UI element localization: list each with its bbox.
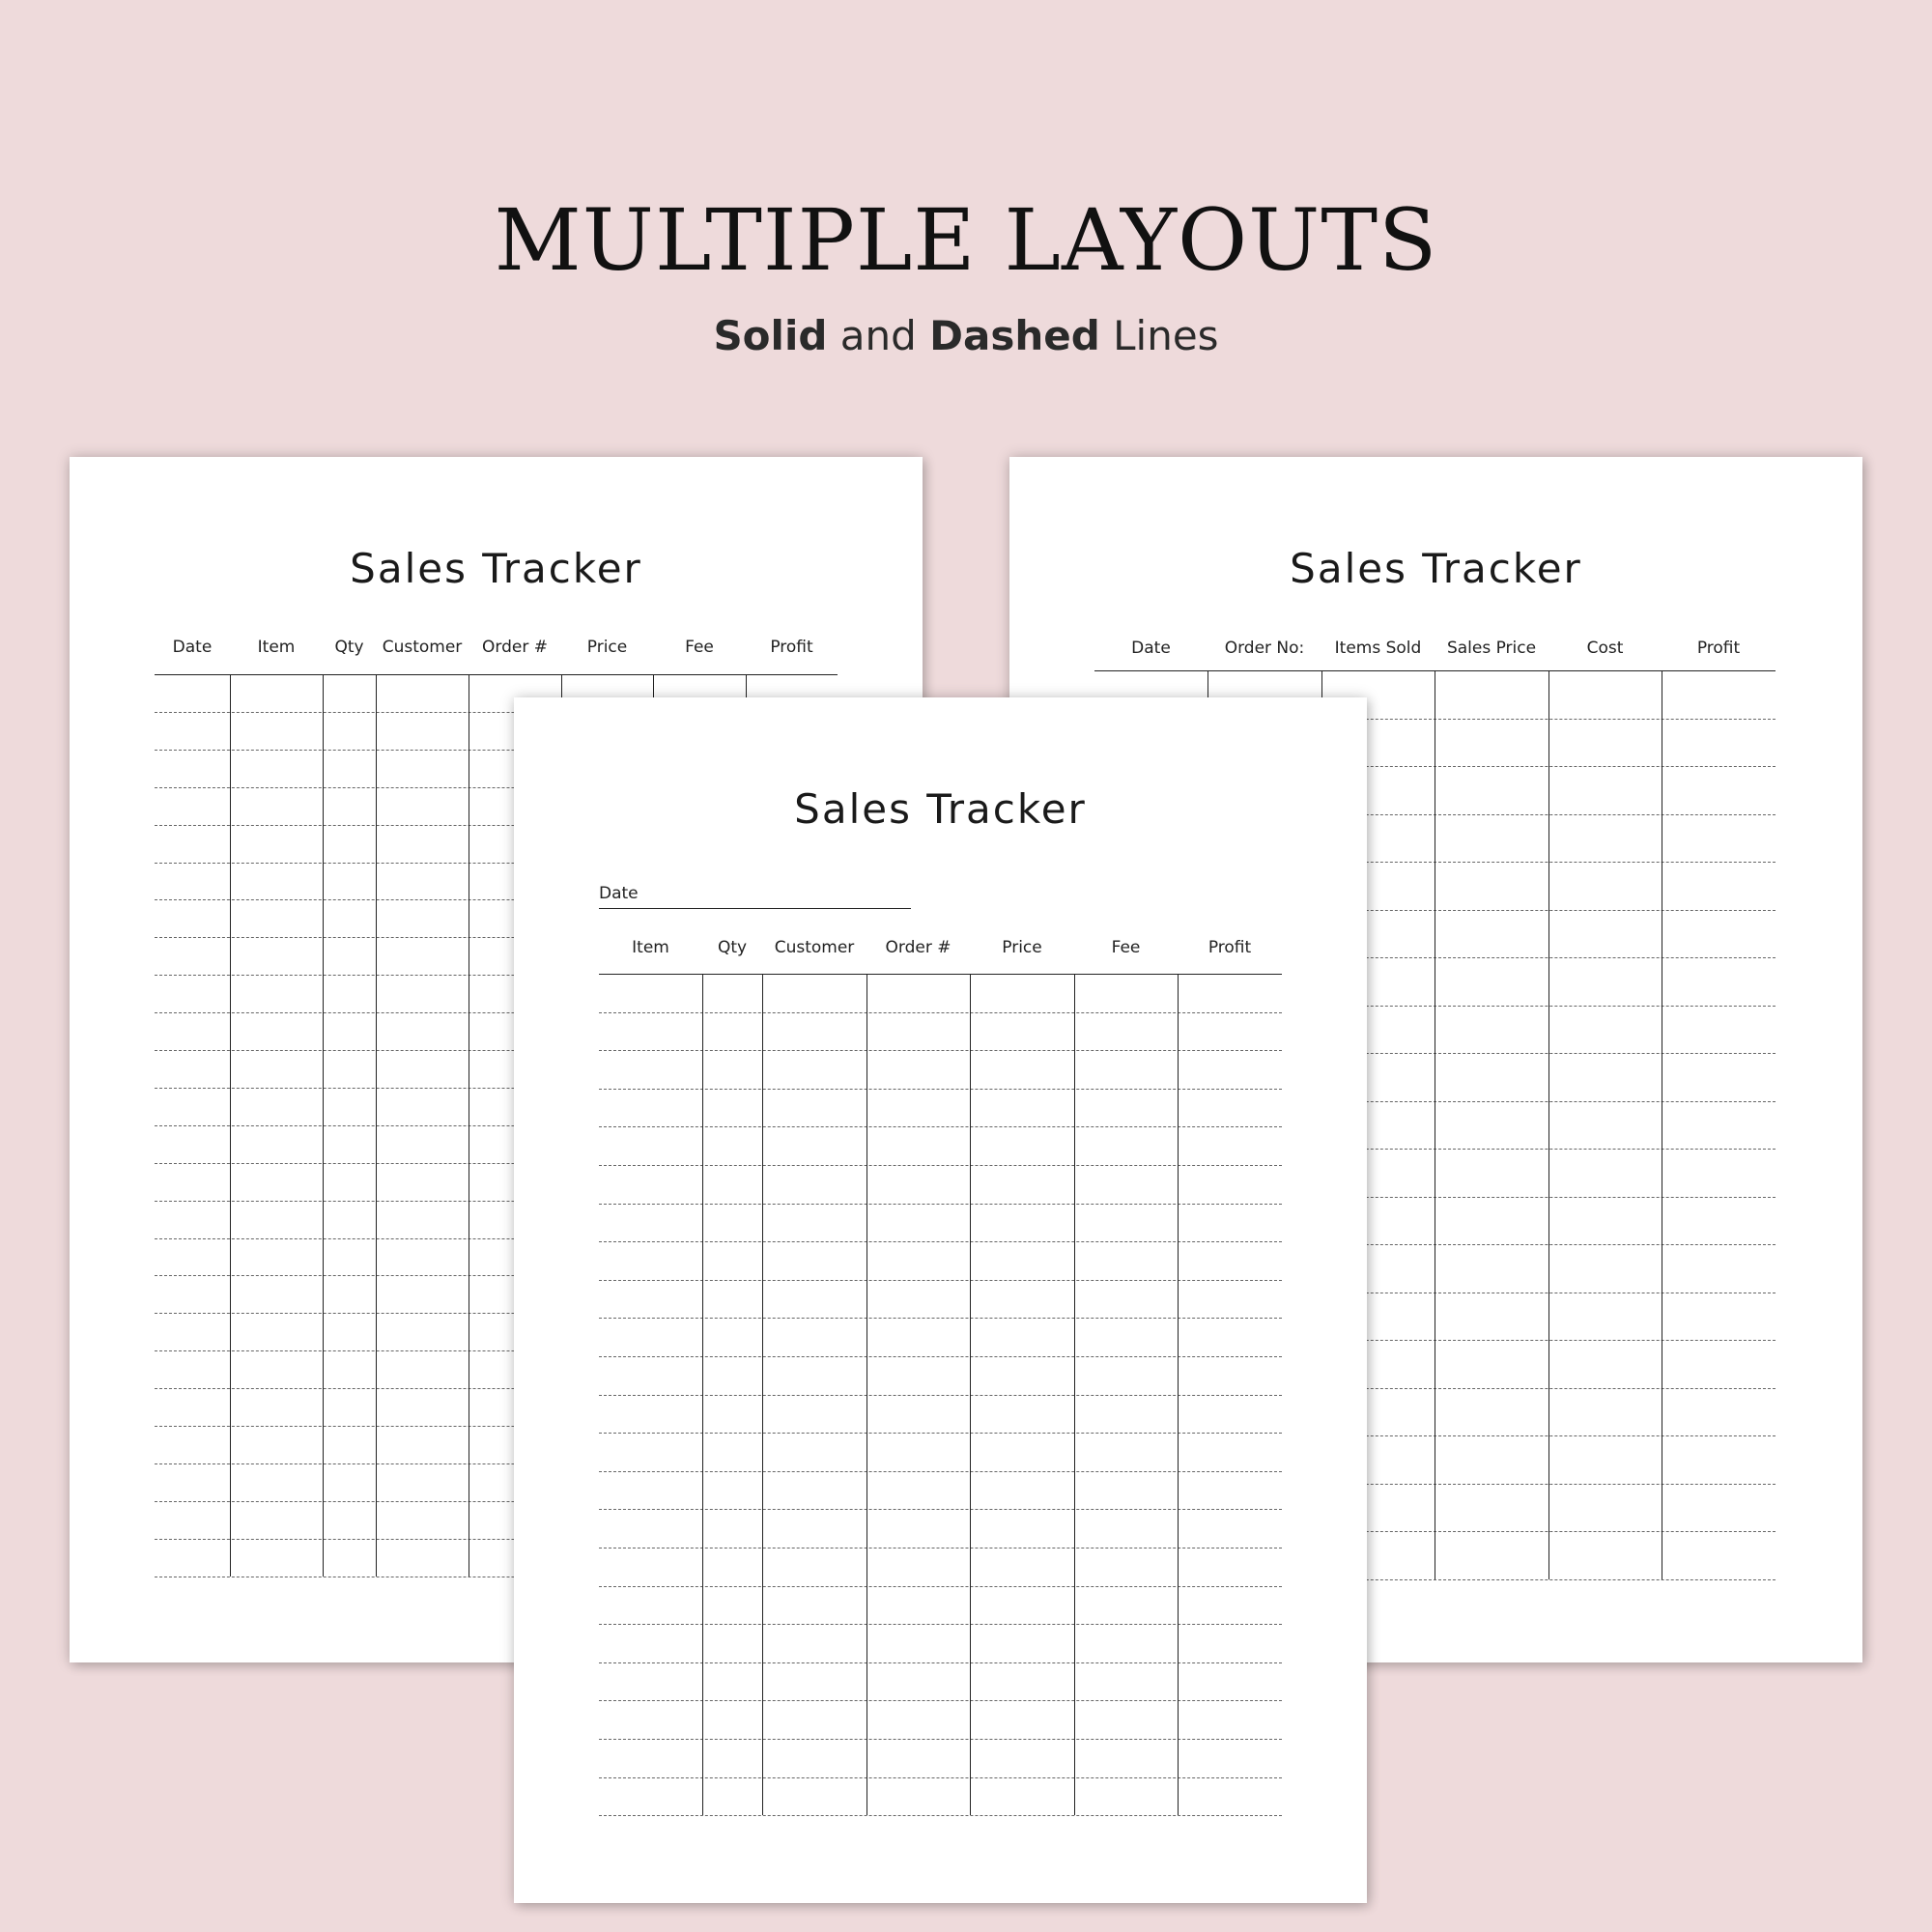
column-divider [762,974,763,1815]
sheet-title: Sales Tracker [794,785,1087,833]
subheadline-lines: Lines [1099,312,1219,359]
subheadline-solid: Solid [713,312,828,359]
sheet-title: Sales Tracker [1290,545,1582,592]
column-header: Order # [885,938,952,957]
column-header: Fee [685,638,714,657]
column-divider [376,674,377,1577]
column-header: Date [1131,639,1171,658]
column-header: Item [257,638,296,657]
column-divider [230,674,231,1577]
column-header: Fee [1111,938,1141,957]
column-header: Qty [717,938,748,957]
subheadline [0,312,1932,359]
sheet-title: Sales Tracker [350,545,642,592]
column-header: Order # [482,638,548,657]
column-header: Customer [774,938,855,957]
column-header: Price [1002,938,1042,957]
column-header: Price [586,638,628,657]
column-header: Item [632,938,669,957]
column-header: Cost [1586,639,1624,658]
column-header: Order No: [1224,639,1305,658]
date-line [599,908,911,909]
column-divider [970,974,971,1815]
column-header: Customer [382,638,463,657]
table-row-line [599,1815,1282,1816]
column-header: Sales Price [1446,639,1537,658]
column-divider [702,974,703,1815]
column-header: Qty [334,638,364,657]
date-label: Date [599,884,639,903]
headline: MULTIPLE LAYOUTS [494,190,1438,290]
column-header: Profit [770,638,813,657]
column-header: Profit [1696,639,1741,658]
column-divider [1548,670,1549,1579]
sheet-middle [514,697,1367,1903]
column-divider [1178,974,1179,1815]
column-divider [323,674,324,1577]
column-header: Date [172,638,213,657]
column-header: Profit [1208,938,1252,957]
subheadline-and: and [827,312,930,359]
table-header-rule [155,674,838,675]
column-divider [1074,974,1075,1815]
column-header: Items Sold [1334,639,1422,658]
subheadline-dashed: Dashed [929,312,1100,359]
